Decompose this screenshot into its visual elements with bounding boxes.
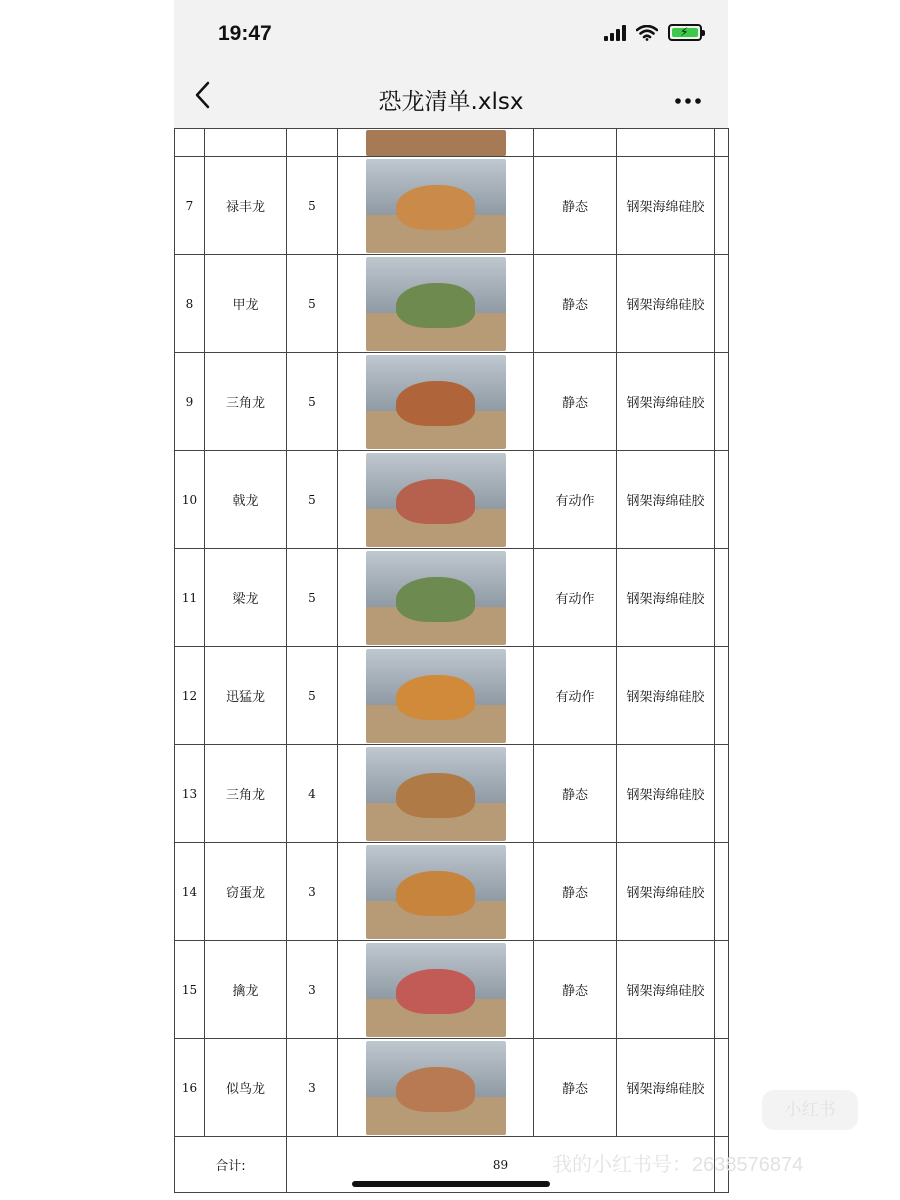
status-time: 19:47: [218, 22, 272, 45]
table-row-partial: [175, 129, 729, 157]
dinosaur-photo: [366, 453, 506, 547]
dinosaur-photo: [366, 159, 506, 253]
more-options-button[interactable]: [674, 84, 702, 108]
dinosaur-photo: [366, 257, 506, 351]
dinosaur-name: 梁龙: [205, 549, 287, 647]
motion-type: 有动作: [534, 451, 617, 549]
quantity: 5: [287, 451, 338, 549]
charging-bolt-icon: ⚡: [680, 25, 689, 39]
material: 钢架海绵硅胶: [617, 941, 715, 1039]
photo-cell: [338, 353, 534, 451]
empty-cell: [715, 255, 729, 353]
material: 钢架海绵硅胶: [617, 647, 715, 745]
row-number: 11: [175, 549, 205, 647]
material: 钢架海绵硅胶: [617, 745, 715, 843]
total-label: 合计:: [175, 1137, 287, 1193]
dinosaur-photo: [366, 845, 506, 939]
empty-cell: [715, 549, 729, 647]
row-number: 15: [175, 941, 205, 1039]
row-number: 12: [175, 647, 205, 745]
table-row: [175, 157, 729, 255]
table-row: [175, 1039, 729, 1137]
table-row: [175, 843, 729, 941]
photo-cell: [338, 647, 534, 745]
row-number: 14: [175, 843, 205, 941]
table-row: [175, 647, 729, 745]
motion-type: 有动作: [534, 647, 617, 745]
dinosaur-name: 三角龙: [205, 745, 287, 843]
wifi-icon: [636, 25, 658, 41]
dinosaur-name: 迅猛龙: [205, 647, 287, 745]
dinosaur-photo: [366, 551, 506, 645]
top-bar: [174, 0, 728, 128]
quantity: 5: [287, 647, 338, 745]
row-number: 10: [175, 451, 205, 549]
table-row: [175, 549, 729, 647]
dinosaur-photo: [366, 1041, 506, 1135]
material: 钢架海绵硅胶: [617, 451, 715, 549]
status-icons: [604, 24, 702, 41]
material: 钢架海绵硅胶: [617, 255, 715, 353]
watermark-logo: 小红书: [762, 1090, 858, 1130]
material: 钢架海绵硅胶: [617, 353, 715, 451]
watermark-text: 我的小红书号：2638576874: [552, 1154, 804, 1176]
spreadsheet[interactable]: [174, 128, 728, 1193]
empty-cell: [715, 941, 729, 1039]
material: 钢架海绵硅胶: [617, 549, 715, 647]
dinosaur-photo: [366, 649, 506, 743]
empty-cell: [715, 1039, 729, 1137]
empty-cell: [715, 157, 729, 255]
dinosaur-name: 甲龙: [205, 255, 287, 353]
quantity: 4: [287, 745, 338, 843]
dinosaur-name: 窃蛋龙: [205, 843, 287, 941]
empty-cell: [715, 843, 729, 941]
empty-cell: [715, 353, 729, 451]
empty-cell: [715, 647, 729, 745]
quantity: 5: [287, 353, 338, 451]
motion-type: 有动作: [534, 549, 617, 647]
home-indicator: [352, 1181, 550, 1187]
row-number: 8: [175, 255, 205, 353]
dinosaur-photo: [366, 747, 506, 841]
photo-cell: [338, 549, 534, 647]
empty-cell: [715, 745, 729, 843]
material: 钢架海绵硅胶: [617, 843, 715, 941]
dinosaur-table: [174, 128, 729, 1193]
row-number: 16: [175, 1039, 205, 1137]
row-number: 13: [175, 745, 205, 843]
dinosaur-name: 三角龙: [205, 353, 287, 451]
more-dots-icon: [674, 97, 702, 105]
row-number: 7: [175, 157, 205, 255]
photo-cell: [338, 451, 534, 549]
empty-cell: [715, 451, 729, 549]
phone-screen: [174, 0, 728, 1200]
total-value: 89: [287, 1137, 715, 1193]
motion-type: 静态: [534, 941, 617, 1039]
photo-cell: [338, 157, 534, 255]
dinosaur-photo: [366, 130, 506, 156]
dinosaur-name: 擒龙: [205, 941, 287, 1039]
signal-icon: [604, 25, 626, 41]
quantity: 3: [287, 843, 338, 941]
row-number: 9: [175, 353, 205, 451]
material: 钢架海绵硅胶: [617, 1039, 715, 1137]
quantity: 3: [287, 941, 338, 1039]
dinosaur-name: 戟龙: [205, 451, 287, 549]
motion-type: 静态: [534, 353, 617, 451]
motion-type: 静态: [534, 157, 617, 255]
dinosaur-name: 似鸟龙: [205, 1039, 287, 1137]
motion-type: 静态: [534, 843, 617, 941]
motion-type: 静态: [534, 255, 617, 353]
table-row: [175, 451, 729, 549]
quantity: 5: [287, 157, 338, 255]
quantity: 5: [287, 549, 338, 647]
table-row: [175, 353, 729, 451]
file-title: 恐龙清单.xlsx: [378, 89, 524, 115]
table-row: [175, 255, 729, 353]
table-row: [175, 941, 729, 1039]
table-row: [175, 745, 729, 843]
motion-type: 静态: [534, 1039, 617, 1137]
photo-cell: [338, 843, 534, 941]
material: 钢架海绵硅胶: [617, 157, 715, 255]
battery-icon: [668, 24, 702, 41]
quantity: 5: [287, 255, 338, 353]
photo-cell: [338, 745, 534, 843]
dinosaur-photo: [366, 943, 506, 1037]
quantity: 3: [287, 1039, 338, 1137]
dinosaur-photo: [366, 355, 506, 449]
dinosaur-name: 禄丰龙: [205, 157, 287, 255]
motion-type: 静态: [534, 745, 617, 843]
photo-cell: [338, 255, 534, 353]
photo-cell: [338, 1039, 534, 1137]
photo-cell: [338, 941, 534, 1039]
